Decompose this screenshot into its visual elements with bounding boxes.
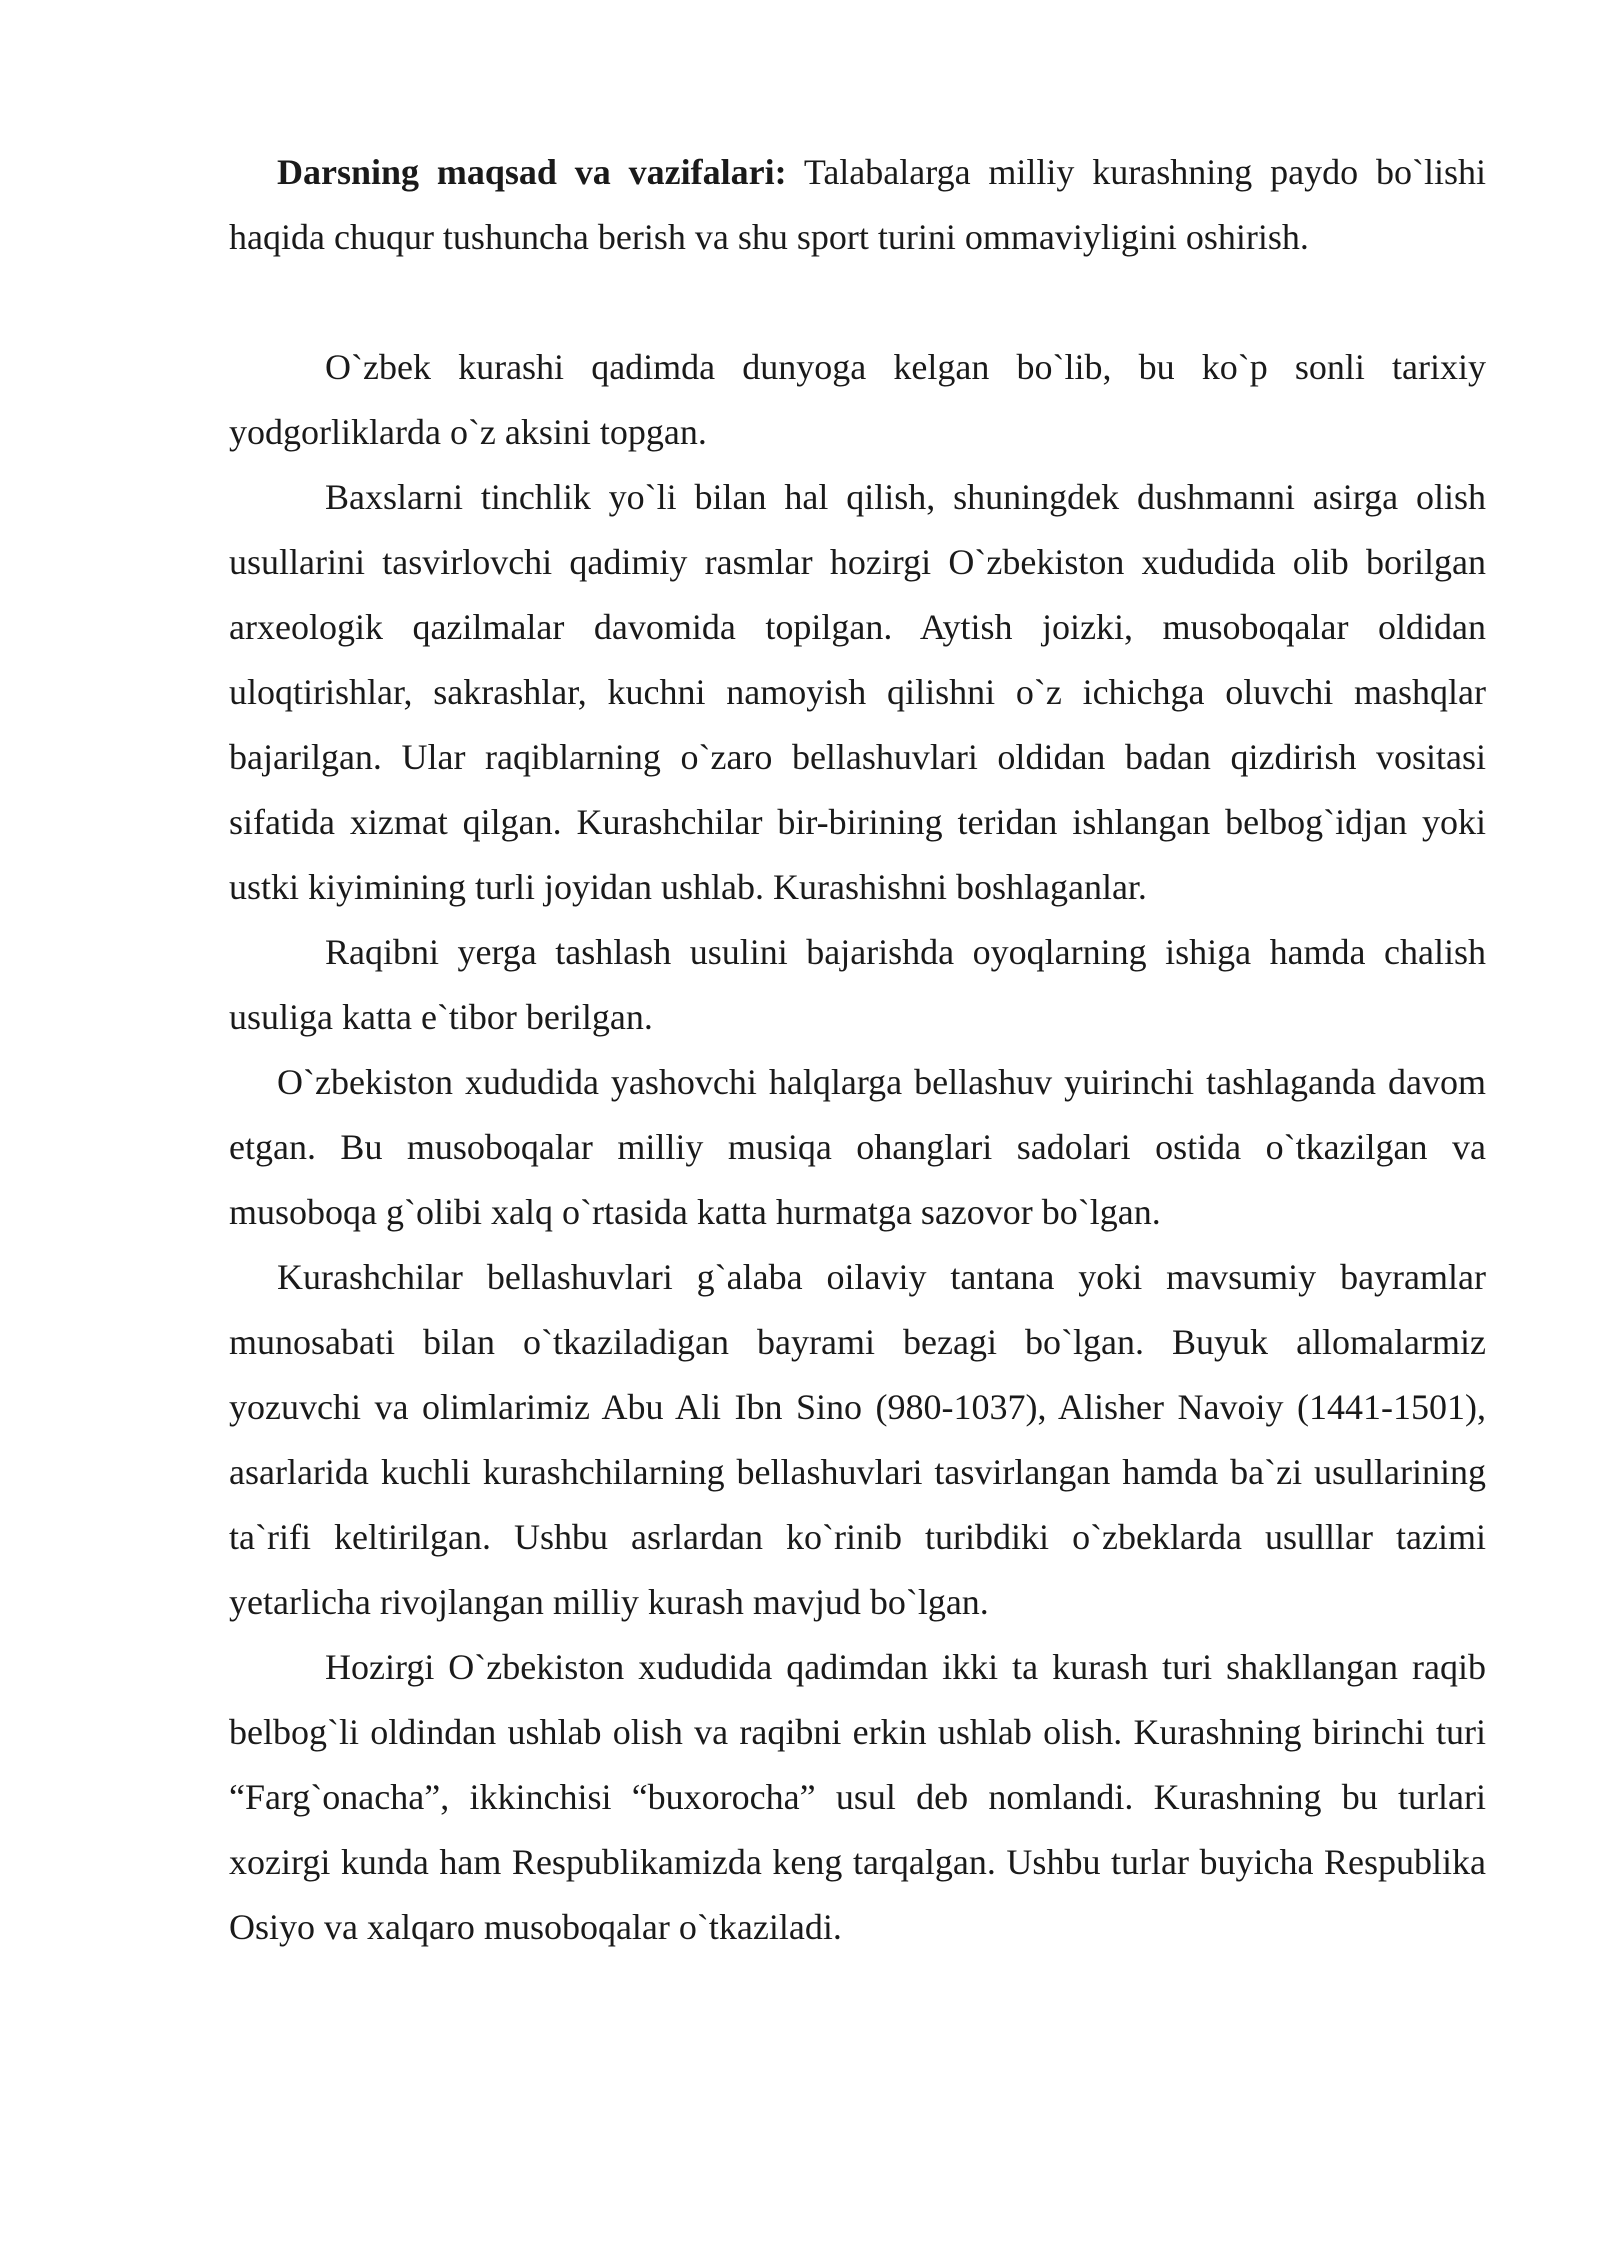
paragraph-2: Baxslarni tinchlik yo`li bilan hal qilish, shuningdek dushmanni asirga olish usullarini tasvirlovchi qadimiy rasmlar hozirgi O`zbekiston xududida olib borilgan arxeologik qazilmalar davomida topilgan. Aytish joizki, musoboqalar oldidan uloqtirishlar, sakrashlar, kuchni namoyish qilishni o`z ichichga oluvchi mashqlar bajarilgan. Ular raqiblarning o`zaro bellashuvlari oldidan badan qizdirish vositasi sifatida xizmat qilgan. Kurashchilar bir-birining teridan ishlangan belbog`idjan yoki ustki kiyimining turli joyidan ushlab. Kurashishni boshlaganlar. [229, 477, 1486, 907]
paragraph-3: Raqibni yerga tashlash usulini bajarishda oyoqlarning ishiga hamda chalish usuliga katta e`tibor berilgan. [229, 932, 1486, 1037]
intro-text: Talabalarga milliy kurashning paydo bo`lishi haqida chuqur tushuncha berish va shu sport turini ommaviyligini oshirish. [229, 152, 1487, 257]
paragraph-4: O`zbekiston xududida yashovchi halqlarga bellashuv yuirinchi tashlaganda davom etgan. Bu musoboqalar milliy musiqa ohanglari sadolari ostida o`tkazilgan va musoboqa g`olibi xalq o`rtasida katta hurmatga sazovor bo`lgan. [229, 1062, 1486, 1232]
text-column [229, 140, 1486, 1960]
paragraph-5: Kurashchilar bellashuvlari g`alaba oilaviy tantana yoki mavsumiy bayramlar munosabati bilan o`tkaziladigan bayrami bezagi bo`lgan. Buyuk allomalarmiz yozuvchi va olimlarimiz Abu Ali Ibn Sino (980-1037), Alisher Navoiy (1441-1501), asarlarida kuchli kurashchilarning bellashuvlari tasvirlangan hamda ba`zi usullarining ta`rifi keltirilgan. Ushbu asrlardan ko`rinib turibdiki o`zbeklarda usulllar tazimi yetarlicha rivojlangan milliy kurash mavjud bo`lgan. [229, 1257, 1486, 1622]
intro-label: Darsning maqsad va vazifalari: [277, 152, 787, 192]
paragraph-6: Hozirgi O`zbekiston xududida qadimdan ikki ta kurash turi shakllangan raqib belbog`li oldindan ushlab olish va raqibni erkin ushlab olish. Kurashning birinchi turi “Farg`onacha”, ikkinchisi “buxorocha” usul deb nomlandi. Kurashning bu turlari xozirgi kunda ham Respublikamizda keng tarqalgan. Ushbu turlar buyicha Respublika Osiyo va xalqaro musoboqalar o`tkaziladi. [229, 1647, 1486, 1947]
paragraph-1: O`zbek kurashi qadimda dunyoga kelgan bo`lib, bu ko`p sonli tarixiy yodgorliklarda o`z aksini topgan. [229, 347, 1486, 452]
intro-paragraph [229, 140, 1486, 270]
